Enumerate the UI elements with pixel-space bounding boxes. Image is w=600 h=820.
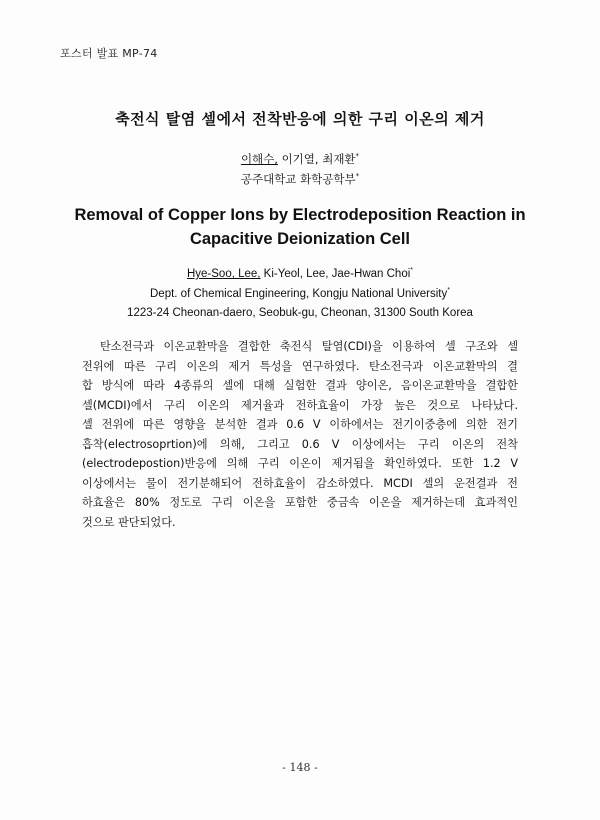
english-affiliation-mark: * (447, 287, 450, 295)
corresponding-mark-korean: * (355, 152, 360, 161)
english-affiliation (0, 288, 600, 300)
korean-title: 축전식 탈염 셀에서 전착반응에 의한 구리 이온의 제거 (115, 110, 485, 128)
abstract-line: 흡착(electrosoprtion)에 의해, 그리고 0.6 V 이상에서는 구리 이온의 전착 (82, 437, 518, 451)
english-title-line-2: Capacitive Deionization Cell (189, 230, 411, 248)
presenting-author-english: Hye-Soo, Lee, (186, 268, 261, 280)
korean-authors (0, 151, 600, 167)
english-address: 1223-24 Cheonan-daero, Seobuk-gu, Cheonan, 31300 South Korea (127, 307, 473, 319)
abstract-line: 하효율은 80% 정도로 구리 이온을 포함한 중금속 이온을 제거하는데 효과적인 (82, 496, 518, 509)
corresponding-mark-english: * (410, 267, 414, 275)
korean-affiliation (0, 171, 600, 187)
english-authors (0, 268, 600, 280)
english-title (60, 203, 540, 251)
abstract (82, 337, 518, 532)
session-label: 포스터 발표 MP-74 (60, 47, 158, 60)
abstract-line: 이상에서는 물이 전기분해되어 전하효율이 감소하였다. MCDI 셀의 운전결과 전 (82, 476, 518, 490)
presenting-author-korean: 이해수, (240, 152, 278, 166)
abstract-line: 것으로 판단되었다. (82, 515, 176, 529)
korean-affiliation-mark: * (355, 172, 360, 181)
abstract-line: 셀(MCDI)에서 구리 이온의 제거율과 전하효율이 가장 높은 것으로 나타났다. (82, 398, 518, 412)
co-authors-english: Ki-Yeol, Lee, Jae-Hwan Choi (260, 268, 411, 280)
korean-affiliation-text: 공주대학교 화학공학부 (240, 172, 356, 186)
english-title-line-1: Removal of Copper Ions by Electrodeposition Reaction in (74, 206, 526, 224)
english-affiliation-text: Dept. of Chemical Engineering, Kongju National University (150, 288, 448, 300)
abstract-line: 합 방식에 따라 4종류의 셀에 대해 실험한 결과 양이온, 음이온교환막을 결합한 (82, 379, 518, 392)
page-number: - 148 - (282, 761, 318, 774)
abstract-line: 셀 전위에 따른 영향을 분석한 결과 0.6 V 이하에서는 전기이중층에 의한 전기 (82, 418, 518, 431)
abstract-line: 전위에 따른 구리 이온의 제거 특성을 연구하였다. 탄소전극과 이온교환막의 결 (82, 359, 518, 373)
abstract-line: (electrodepostion)반응에 의해 구리 이온이 제거됨을 확인하였다. 또한 1.2 V (82, 457, 518, 470)
abstract-line: 탄소전극과 이온교환막을 결합한 축전식 탈염(CDI)을 이용하여 셀 구조와 셀 (100, 340, 518, 353)
co-authors-korean: 이기열, 최재환 (277, 152, 356, 166)
